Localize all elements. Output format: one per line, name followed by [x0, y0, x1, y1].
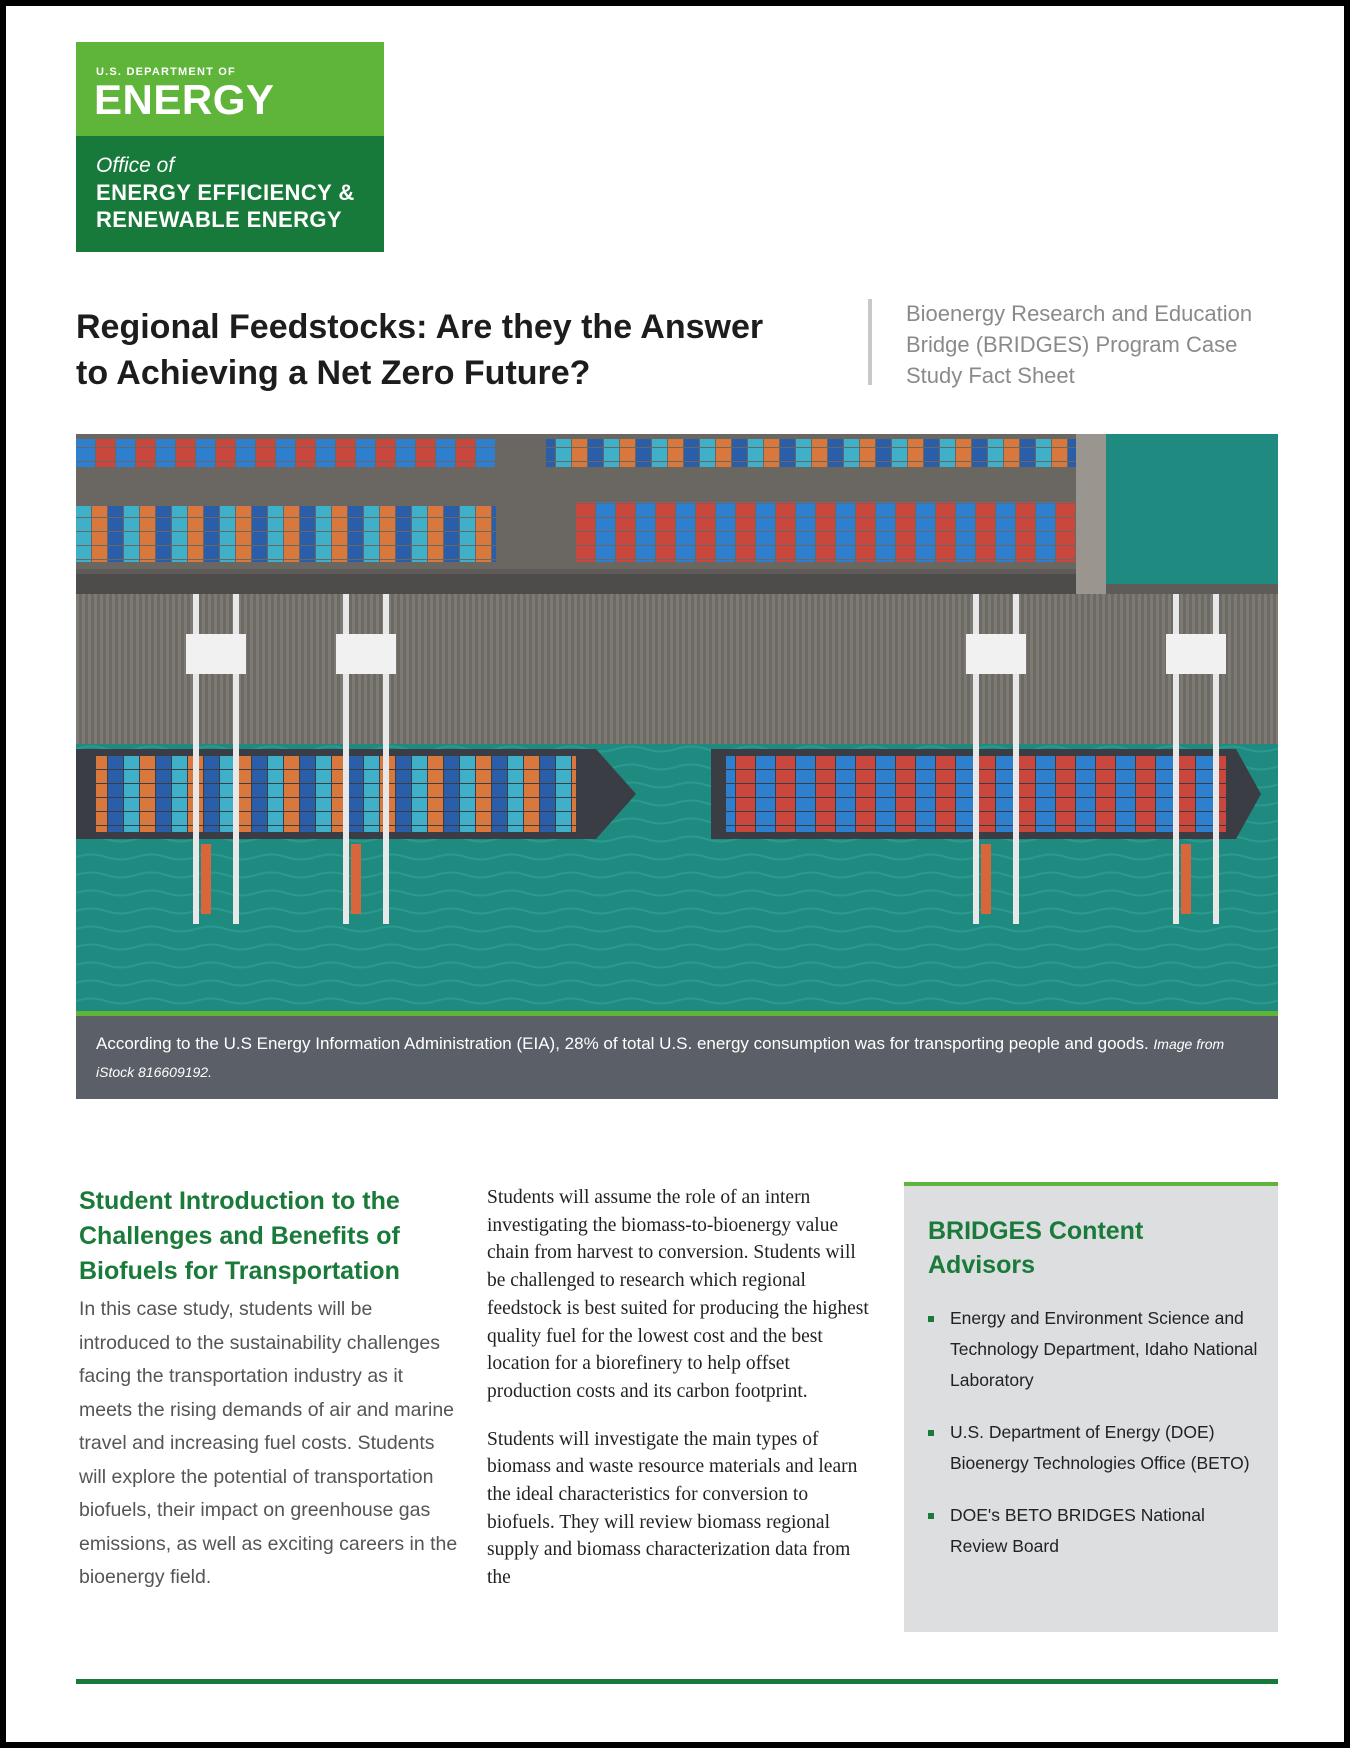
image-caption-bar — [76, 1011, 1278, 1099]
logo-energy: ENERGY — [94, 76, 275, 123]
subtitle-line-3: Study Fact Sheet — [906, 363, 1075, 388]
caption-text: According to the U.S Energy Information Administration (EIA), 28% of total U.S. energy consumption was for transporting people and goods. — [96, 1034, 1149, 1053]
advisors-box — [904, 1182, 1278, 1632]
advisor-item — [928, 1417, 1258, 1479]
middle-paragraph-1: Students will assume the role of an intern investigating the biomass-to-bioenergy value chain from harvest to conversion. Students will be challenged to research which regional feedstock is best suited for producing the highest quality fuel for the lowest cost and the best location for a biorefinery to help offset production costs and its carbon footprint. — [487, 1187, 869, 1402]
subtitle-line-1: Bioenergy Research and Education — [906, 301, 1253, 326]
middle-paragraph-2: Students will investigate the main types of biomass and waste resource materials and learn the ideal characteristics for conversion to biofuels. They will review biomass regional supply and biomass characterization data from the — [487, 1428, 858, 1589]
logo-top-band — [76, 42, 384, 136]
advisor-item — [928, 1303, 1258, 1396]
square-bullet-icon — [928, 1430, 934, 1436]
fact-sheet-page — [6, 6, 1344, 1742]
logo-department: U.S. DEPARTMENT OF — [96, 66, 236, 78]
advisor-item-text: Energy and Environment Science and Technology Department, Idaho National Laboratory — [950, 1308, 1258, 1390]
footer-rule — [76, 1679, 1278, 1684]
advisor-item-text: DOE's BETO BRIDGES National Review Board — [950, 1505, 1205, 1556]
advisor-item-text: U.S. Department of Energy (DOE) Bioenergy Technologies Office (BETO) — [950, 1422, 1250, 1473]
logo-eere-line2: RENEWABLE ENERGY — [96, 207, 342, 232]
advisor-item — [928, 1500, 1258, 1562]
doe-eere-logo — [76, 42, 384, 252]
title-line-2: to Achieving a Net Zero Future? — [76, 354, 591, 392]
square-bullet-icon — [928, 1513, 934, 1519]
advisors-heading — [928, 1214, 1248, 1282]
square-bullet-icon — [928, 1316, 934, 1322]
intro-heading-line-3: Biofuels for Transportation — [79, 1257, 400, 1285]
logo-eere-line1: ENERGY EFFICIENCY & — [96, 180, 355, 205]
logo-office: Office of — [96, 154, 175, 177]
advisors-heading-line-1: BRIDGES Content — [928, 1217, 1144, 1245]
title-divider — [868, 299, 872, 385]
hero-image-port-aerial — [76, 434, 1278, 1011]
image-caption — [96, 1030, 1256, 1086]
page-title — [76, 304, 856, 396]
middle-column — [487, 1184, 877, 1612]
caption-credit: Image from iStock 816609192. — [96, 1036, 1225, 1080]
intro-body: In this case study, students will be introduced to the sustainability challenges facing the transportation industry as it meets the rising demands of air and marine travel and increasing fuel costs. Students will explore the potential of transportation biofuels, their impact on greenhouse gas emissions, as well as exciting careers in the bioenergy field. — [79, 1298, 458, 1588]
page-subtitle — [906, 298, 1286, 391]
subtitle-line-2: Bridge (BRIDGES) Program Case — [906, 332, 1238, 357]
intro-heading-line-1: Student Introduction to the — [79, 1187, 400, 1215]
intro-heading — [79, 1184, 459, 1289]
advisors-heading-line-2: Advisors — [928, 1251, 1035, 1279]
title-line-1: Regional Feedstocks: Are they the Answer — [76, 308, 764, 346]
advisors-list — [928, 1303, 1258, 1583]
intro-heading-line-2: Challenges and Benefits of — [79, 1222, 400, 1250]
